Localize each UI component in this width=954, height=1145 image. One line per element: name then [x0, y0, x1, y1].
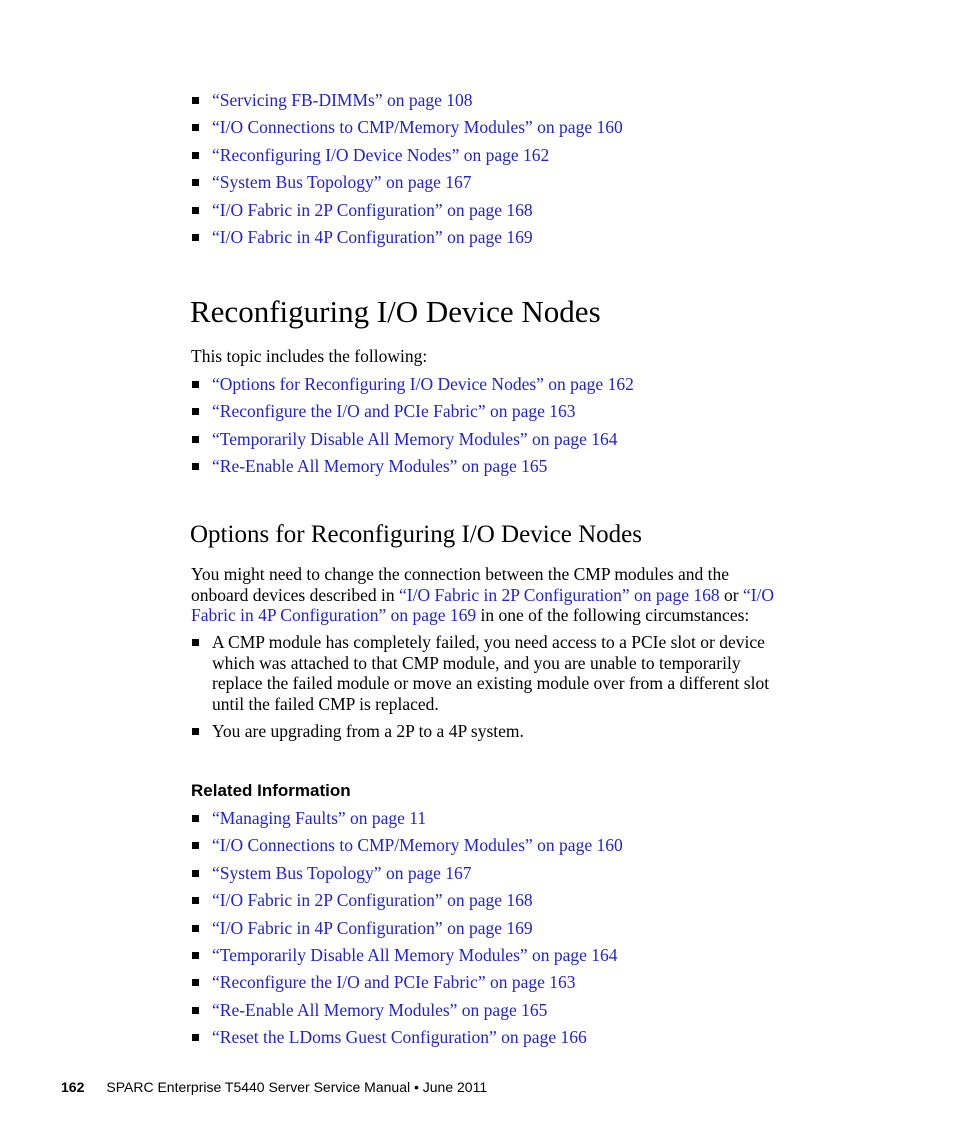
bullet-square-icon: [192, 152, 199, 159]
cross-reference-link[interactable]: “I/O Fabric in 4P Configuration” on page 169: [212, 917, 533, 938]
paragraph-line: You are upgrading from a 2P to a 4P system.: [212, 721, 524, 741]
bullet-square-icon: [192, 815, 199, 822]
paragraph-text: onboard devices described in: [191, 584, 399, 605]
list-item: [191, 428, 634, 455]
list-item: [191, 144, 623, 171]
cross-reference-link[interactable]: “Options for Reconfiguring I/O Device Nodes” on page 162: [212, 374, 634, 394]
bullet-square-icon: [192, 179, 199, 186]
paragraph-line: replace the failed module or move an existing module over from a different slot: [212, 673, 770, 693]
bullet-square-icon: [192, 408, 199, 415]
cross-reference-link[interactable]: “System Bus Topology” on page 167: [212, 862, 472, 883]
footer-text: SPARC Enterprise T5440 Server Service Manual • June 2011: [106, 1079, 488, 1095]
cross-reference-link[interactable]: “Temporarily Disable All Memory Modules” on page 164: [212, 944, 618, 965]
bullet-square-icon: [192, 207, 199, 214]
list-item: [191, 862, 623, 889]
bullet-square-icon: [192, 897, 199, 904]
cross-reference-link[interactable]: “Re-Enable All Memory Modules” on page 165: [212, 999, 548, 1020]
cross-reference-link[interactable]: “Re-Enable All Memory Modules” on page 165: [212, 456, 548, 477]
bullet-square-icon: [192, 842, 199, 849]
cross-reference-link[interactable]: “I/O Connections to CMP/Memory Modules” on page 160: [212, 117, 623, 138]
list-item: [191, 971, 623, 998]
bullet-square-icon: [192, 436, 199, 443]
bullet-square-icon: [192, 639, 199, 646]
list-item: [191, 116, 623, 143]
list-item: [191, 199, 623, 226]
list-item: [191, 917, 623, 944]
bullet-square-icon: [192, 728, 199, 735]
bullet-square-icon: [192, 1034, 199, 1041]
section-intro: This topic includes the following:: [191, 346, 428, 366]
related-information-heading: Related Information: [191, 781, 351, 800]
cross-reference-link[interactable]: “Reconfigure the I/O and PCIe Fabric” on page 163: [212, 401, 576, 422]
list-item: [191, 171, 623, 198]
section-topic-list: [191, 373, 634, 483]
bullet-square-icon: [192, 870, 199, 877]
page-number: 162: [61, 1079, 85, 1095]
related-link-list: [191, 807, 623, 1054]
bullet-square-icon: [192, 124, 199, 131]
list-item: [191, 226, 623, 253]
cross-reference-link[interactable]: “Reconfigure the I/O and PCIe Fabric” on page 163: [212, 972, 576, 993]
page-footer: [61, 1077, 487, 1097]
top-link-list: [191, 89, 623, 253]
bullet-square-icon: [192, 381, 199, 388]
bullet-square-icon: [192, 97, 199, 104]
list-item: [191, 807, 623, 834]
circumstance-item: [191, 721, 837, 742]
paragraph-line: until the failed CMP is replaced.: [212, 693, 439, 714]
cross-reference-link[interactable]: “I/O Fabric in 4P Configuration” on page 169: [212, 226, 533, 247]
paragraph-text: or: [719, 584, 743, 605]
cross-reference-link[interactable]: “I/O Fabric in 2P Configuration” on page 168: [398, 584, 720, 605]
bullet-square-icon: [192, 463, 199, 470]
bullet-square-icon: [192, 925, 199, 932]
cross-reference-link[interactable]: “Reset the LDoms Guest Configuration” on page 166: [212, 1027, 587, 1048]
list-item: [191, 944, 623, 971]
cross-reference-link[interactable]: “Reconfiguring I/O Device Nodes” on page 162: [212, 144, 550, 165]
list-item: [191, 999, 623, 1026]
subsection-paragraph: [191, 564, 851, 626]
list-item: [191, 889, 623, 916]
list-item: [191, 373, 634, 400]
paragraph-text: in one of the following circumstances:: [476, 605, 750, 625]
list-item: [191, 89, 623, 116]
cross-reference-link[interactable]: “I/O Fabric in 2P Configuration” on page 168: [212, 890, 533, 911]
cross-reference-link[interactable]: “I/O Connections to CMP/Memory Modules” on page 160: [212, 835, 623, 856]
paragraph-line: A CMP module has completely failed, you need access to a PCIe slot or device: [212, 632, 765, 652]
list-item: [191, 1026, 623, 1053]
paragraph-line: You might need to change the connection between the CMP modules and the: [191, 564, 730, 584]
section-title: Reconfiguring I/O Device Nodes: [190, 294, 601, 329]
bullet-square-icon: [192, 979, 199, 986]
subsection-title: Options for Reconfiguring I/O Device Nodes: [190, 521, 642, 548]
cross-reference-link[interactable]: “System Bus Topology” on page 167: [212, 172, 472, 193]
cross-reference-link[interactable]: Fabric in 4P Configuration” on page 169: [191, 605, 477, 625]
paragraph-line: [191, 585, 851, 606]
list-item: [191, 834, 623, 861]
cross-reference-link[interactable]: “Servicing FB-DIMMs” on page 108: [212, 90, 473, 110]
cross-reference-link[interactable]: “Managing Faults” on page 11: [212, 808, 427, 828]
bullet-square-icon: [192, 952, 199, 959]
list-item: [191, 455, 634, 482]
bullet-square-icon: [192, 1007, 199, 1014]
paragraph-line: which was attached to that CMP module, and you are unable to temporarily: [212, 652, 741, 673]
bullet-square-icon: [192, 234, 199, 241]
circumstance-item: [191, 632, 837, 714]
cross-reference-link[interactable]: “I/O: [742, 584, 775, 605]
list-item: [191, 400, 634, 427]
cross-reference-link[interactable]: “Temporarily Disable All Memory Modules” on page 164: [212, 428, 618, 449]
paragraph-line: [191, 605, 851, 626]
cross-reference-link[interactable]: “I/O Fabric in 2P Configuration” on page 168: [212, 199, 533, 220]
